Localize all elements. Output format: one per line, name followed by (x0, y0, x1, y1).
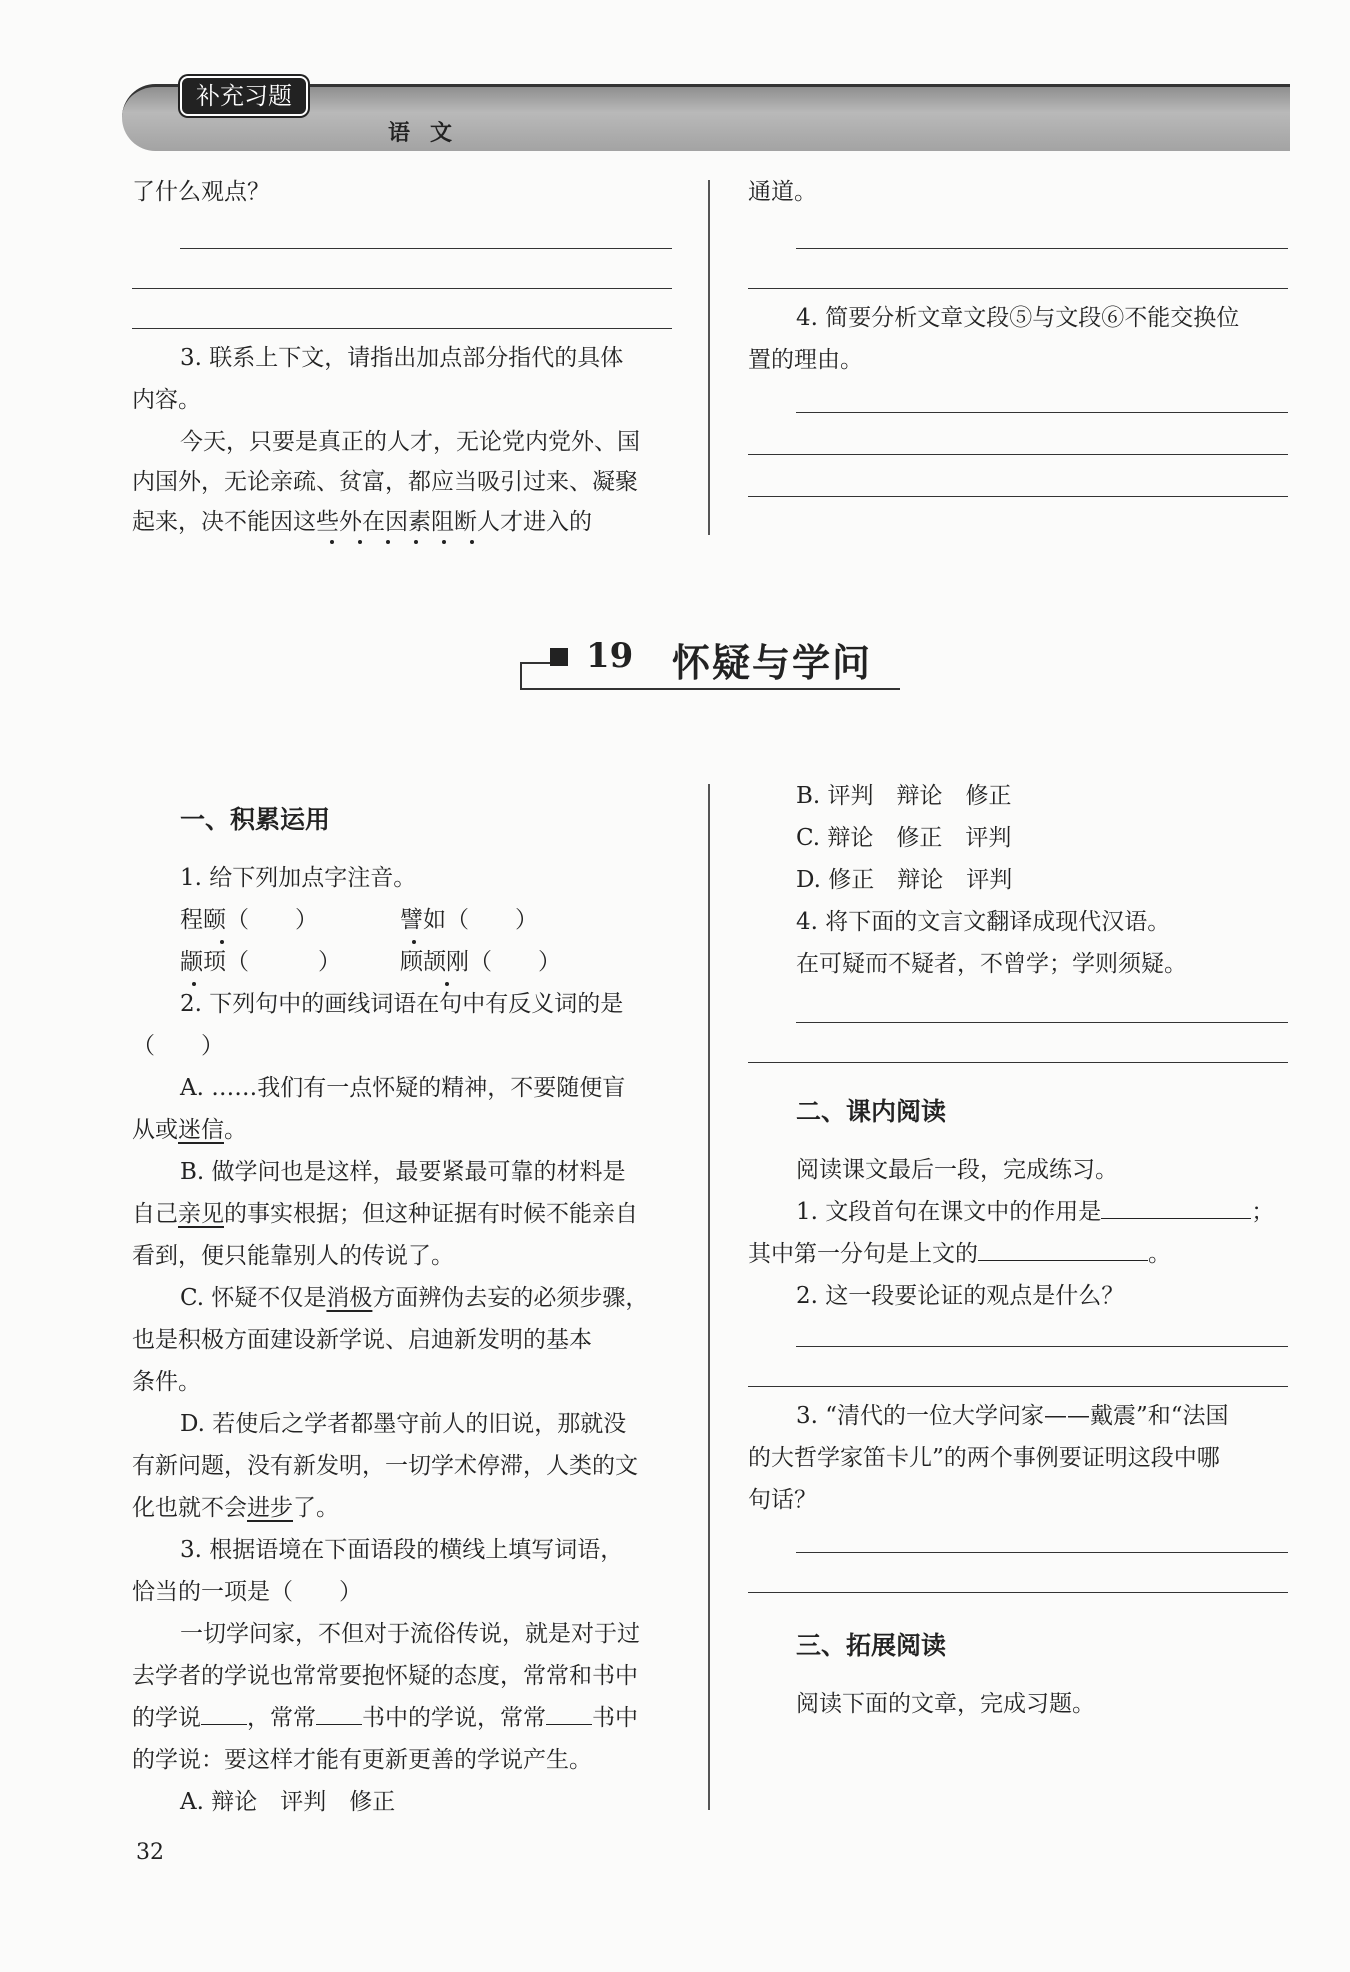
lesson-number: 19 (586, 636, 634, 676)
pinyin-item-4: 顾颉刚（ ） (400, 949, 561, 975)
page-number: 32 (136, 1840, 164, 1865)
top-q4-line2: 置的理由。 (748, 347, 863, 373)
r2-text: 2. 这一段要论证的观点是什么？ (796, 1283, 1125, 1309)
option-a-line2: 从或迷信。 (132, 1117, 247, 1143)
answer-line (796, 412, 1288, 413)
q2-line1: 2. 下列句中的画线词语在句中有反义词的是 (180, 991, 624, 1017)
emphasis-dot (330, 540, 334, 544)
extension-intro: 阅读下面的文章，完成习题。 (796, 1691, 1095, 1717)
section-heading-3: 三、拓展阅读 (796, 1631, 947, 1660)
emphasis-dot (414, 540, 418, 544)
top-passage-line2: 内国外，无论亲疏、贫富，都应当吸引过来、凝聚 (132, 469, 638, 495)
r3-line1: 3. “清代的一位大学问家——戴震”和“法国 (796, 1403, 1229, 1429)
fill-blank[interactable] (978, 1234, 1148, 1261)
header-subject: 语文 (388, 121, 473, 146)
emphasis-dot (358, 540, 362, 544)
section-heading-2: 二、课内阅读 (796, 1097, 947, 1126)
header-tag: 补充习题 (180, 76, 308, 116)
option-b-choice: B. 评判 辩论 修正 (796, 783, 1012, 809)
option-c-choice: C. 辩论 修正 评判 (796, 825, 1012, 851)
q3-passage-line4: 的学说：要这样才能有更新更善的学说产生。 (132, 1747, 592, 1773)
option-d-line3: 化也就不会进步了。 (132, 1495, 339, 1521)
underlined-word: 进步 (247, 1495, 293, 1521)
answer-line (796, 1552, 1288, 1553)
top-q3-line2: 内容。 (132, 387, 201, 413)
title-rule-tick (520, 662, 550, 664)
lesson-title (520, 636, 900, 688)
option-b-line3: 看到，便只能靠别人的传说了。 (132, 1243, 454, 1269)
r3-line3: 句话？ (748, 1487, 817, 1513)
top-column-divider (708, 180, 710, 535)
option-c-line1: C. 怀疑不仅是消极方面辨伪去妄的必须步骤， (180, 1285, 649, 1311)
answer-line (748, 1386, 1288, 1387)
answer-line (132, 288, 672, 289)
answer-line (796, 248, 1288, 249)
q3-passage-line1: 一切学问家，不但对于流俗传说，就是对于过 (180, 1621, 640, 1647)
option-a-choice: A. 辩论 评判 修正 (180, 1789, 396, 1815)
lesson-title-text: 怀疑与学问 (672, 641, 873, 685)
q3-line1: 3. 根据语境在下面语段的横线上填写词语， (180, 1537, 624, 1563)
top-right-line1: 通道。 (748, 179, 817, 205)
answer-line (748, 1592, 1288, 1593)
underlined-word: 迷信 (178, 1117, 224, 1143)
reading-intro: 阅读课文最后一段，完成练习。 (796, 1157, 1118, 1183)
title-square-icon (550, 648, 568, 666)
answer-line (748, 288, 1288, 289)
section-heading-1: 一、积累运用 (180, 805, 331, 834)
top-passage-line1: 今天，只要是真正的人才，无论党内党外、国 (180, 429, 640, 455)
top-q4-line1: 4. 简要分析文章文段⑤与文段⑥不能交换位 (796, 305, 1240, 331)
answer-line (748, 1062, 1288, 1063)
option-d-choice: D. 修正 辩论 评判 (796, 867, 1013, 893)
option-c-line2: 也是积极方面建设新学说、启迪新发明的基本 (132, 1327, 592, 1353)
q3-passage-line2: 去学者的学说也常常要抱怀疑的态度，常常和书中 (132, 1663, 638, 1689)
r3-line2: 的大哲学家笛卡儿”的两个事例要证明这段中哪 (748, 1445, 1220, 1471)
option-a-line1: A. ……我们有一点怀疑的精神，不要随便盲 (180, 1075, 626, 1101)
q3-line2: 恰当的一项是（ ） (132, 1579, 362, 1605)
answer-line (748, 496, 1288, 497)
q4-classical-text: 在可疑而不疑者，不曾学；学则须疑。 (796, 951, 1187, 977)
emphasis-dot (470, 540, 474, 544)
top-left-line1: 了什么观点？ (132, 179, 270, 205)
q4-text: 4. 将下面的文言文翻译成现代汉语。 (796, 909, 1171, 935)
answer-line (748, 454, 1288, 455)
option-d-line2: 有新问题，没有新发明，一切学术停滞，人类的文 (132, 1453, 638, 1479)
r1-line1: 1. 文段首句在课文中的作用是 ； (796, 1192, 1274, 1233)
pinyin-item-2: 譬如（ ） (400, 907, 538, 933)
bottom-column-divider (708, 784, 710, 1810)
option-d-line1: D. 若使后之学者都墨守前人的旧说，那就没 (180, 1411, 627, 1437)
fill-blank[interactable] (1101, 1192, 1251, 1219)
option-b-line2: 自己亲见的事实根据；但这种证据有时候不能亲自 (132, 1201, 638, 1227)
q3-passage-line3: 的学说 ，常常 书中的学说，常常 书中 (132, 1698, 638, 1739)
underlined-word: 亲见 (178, 1201, 224, 1227)
fill-blank[interactable] (316, 1698, 362, 1725)
emphasis-dot (442, 540, 446, 544)
fill-blank[interactable] (546, 1698, 592, 1725)
q1-text: 1. 给下列加点字注音。 (180, 865, 417, 891)
pinyin-item-3: 颛顼（ ） (180, 949, 341, 975)
title-rule-tick (520, 662, 522, 690)
q2-line2: （ ） (132, 1033, 224, 1059)
top-passage-line3: 起来，决不能因这些外在因素阻断人才进入的 (132, 509, 592, 535)
answer-line (132, 328, 672, 329)
fill-blank[interactable] (201, 1698, 247, 1725)
top-q3-line1: 3. 联系上下文，请指出加点部分指代的具体 (180, 345, 624, 371)
title-rule (520, 688, 900, 690)
answer-line (180, 248, 672, 249)
answer-line (796, 1346, 1288, 1347)
emphasis-dot (386, 540, 390, 544)
underlined-word: 消极 (326, 1285, 373, 1311)
option-b-line1: B. 做学问也是这样，最要紧最可靠的材料是 (180, 1159, 626, 1185)
r1-line2: 其中第一分句是上文的 。 (748, 1234, 1171, 1275)
pinyin-item-1: 程颐（ ） (180, 907, 318, 933)
answer-line (796, 1022, 1288, 1023)
option-c-line3: 条件。 (132, 1369, 201, 1395)
